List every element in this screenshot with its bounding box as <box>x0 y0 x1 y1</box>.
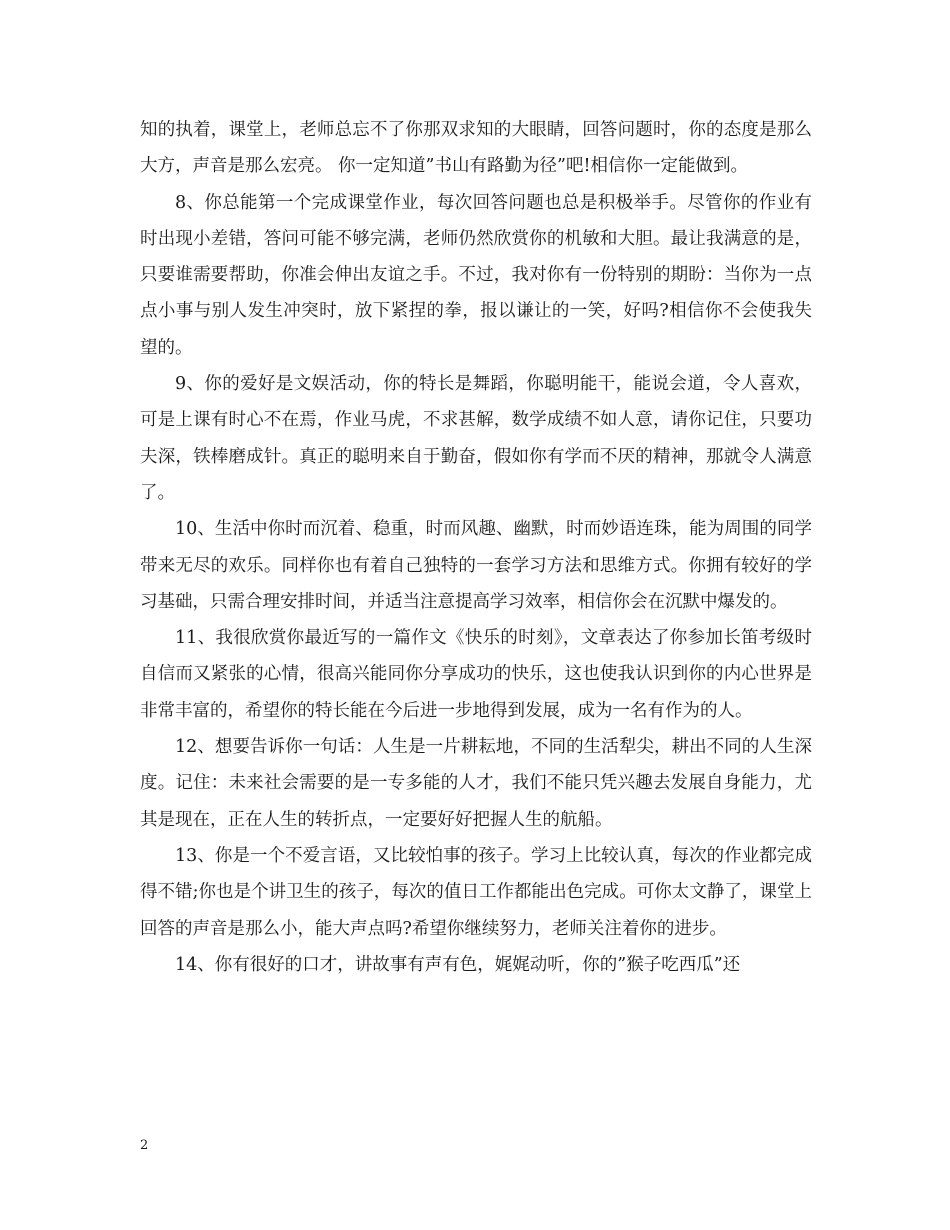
document-body <box>140 112 812 983</box>
page-number: 2 <box>140 1138 149 1153</box>
paragraph-comment-10: 10、生活中你时而沉着、稳重，时而风趣、幽默，时而妙语连珠，能为周围的同学带来无尽的欢乐。同样你也有着自己独特的一套学习方法和思维方式。你拥有较好的学习基础，只需合理安排时间，并适当注意提高学习效率，相信你会在沉默中爆发的。 <box>140 519 812 612</box>
paragraph-comment-9: 9、你的爱好是文娱活动，你的特长是舞蹈，你聪明能干，能说会道，令人喜欢，可是上课有时心不在焉，作业马虎，不求甚解，数学成绩不如人意，请你记住，只要功夫深，铁棒磨成针。真正的聪明来自于勤奋，假如你有学而不厌的精神，那就令人满意了。 <box>140 374 812 503</box>
paragraph-comment-11: 11、我很欣赏你最近写的一篇作文《快乐的时刻》，文章表达了你参加长笛考级时自信而又紧张的心情，很高兴能同你分享成功的快乐，这也使我认识到你的内心世界是非常丰富的，希望你的特长能在今后进一步地得到发展，成为一名有作为的人。 <box>140 628 812 721</box>
paragraph-comment-13: 13、你是一个不爱言语，又比较怕事的孩子。学习上比较认真，每次的作业都完成得不错;你也是个讲卫生的孩子，每次的值日工作都能出色完成。可你太文静了，课堂上回答的声音是那么小，能大声点吗?希望你继续努力，老师关注着你的进步。 <box>140 845 812 939</box>
paragraph-comment-14: 14、你有很好的口才，讲故事有声有色，娓娓动听，你的”猴子吃西瓜”还 <box>175 954 741 975</box>
paragraph-comment-8: 8、你总能第一个完成课堂作业，每次回答问题也总是积极举手。尽管你的作业有时出现小差错，答问可能不够完满，老师仍然欣赏你的机敏和大胆。最让我满意的是，只要谁需要帮助，你准会伸出友谊之手。不过，我对你有一份特别的期盼：当你为一点点小事与别人发生冲突时，放下紧捏的拳，报以谦让的一笑，好吗?相信你不会使我失望的。 <box>140 192 812 358</box>
paragraph-continuation: 知的执着，课堂上，老师总忘不了你那双求知的大眼睛，回答问题时，你的态度是那么大方，声音是那么宏亮。 你一定知道”书山有路勤为径”吧!相信你一定能做到。 <box>140 120 812 177</box>
paragraph-comment-12: 12、想要告诉你一句话：人生是一片耕耘地，不同的生活犁尖，耕出不同的人生深度。记住：未来社会需要的是一专多能的人才，我们不能只凭兴趣去发展自身能力，尤其是现在，正在人生的转折点，一定要好好把握人生的航船。 <box>140 737 812 830</box>
